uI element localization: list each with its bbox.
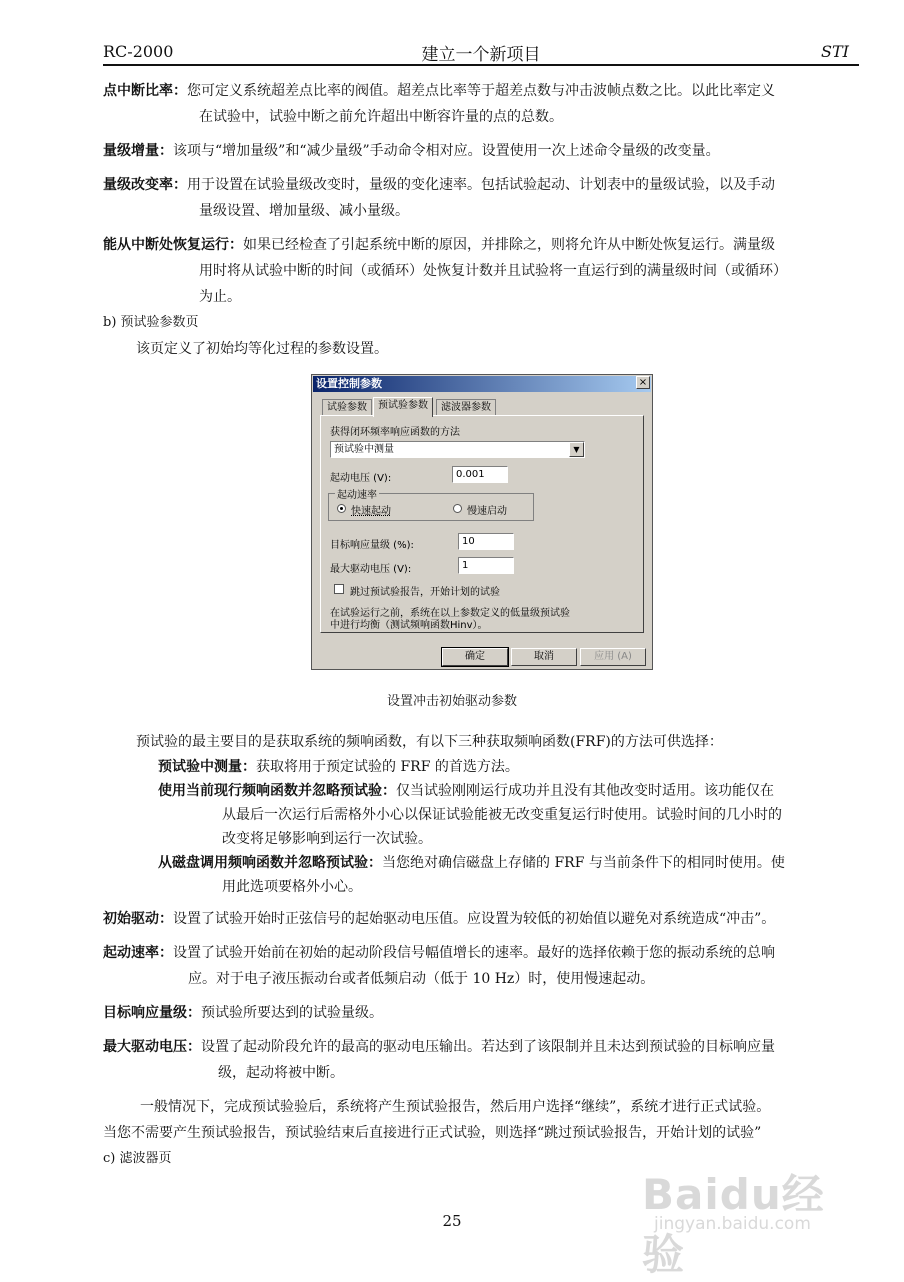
start-rate-group (328, 490, 534, 521)
method-select-value: 预试验中测量 (334, 444, 394, 455)
para-text: 获取将用于预定试验的 FRF 的首选方法。 (256, 759, 519, 775)
slow-start-radio[interactable] (453, 504, 462, 513)
para-text: 为止。 (199, 289, 241, 305)
para-level-change-rate (103, 176, 775, 194)
para-text: 在试验中，试验中断之前允许超出中断容许量的点的总数。 (199, 109, 563, 125)
watermark-logo: Baidu经验 (642, 1170, 825, 1279)
para-text: 当您绝对确信磁盘上存储的 FRF 与当前条件下的相同时使用。使 (382, 855, 785, 871)
header-brand: STI (821, 42, 849, 61)
max-drive-voltage (103, 1038, 775, 1056)
max-drive-input[interactable]: 1 (458, 557, 514, 574)
header-title: 建立一个新项目 (421, 45, 541, 65)
target-response-level (103, 1004, 383, 1022)
header-product: RC-2000 (103, 42, 174, 61)
term-label: 从磁盘调用频响函数并忽略预试验： (158, 855, 382, 871)
term-label: 点中断比率： (103, 83, 187, 99)
term-label: 目标响应量级： (103, 1005, 201, 1021)
start-voltage-label: 起动电压 (V): (330, 473, 392, 484)
term-label: 起动速率： (103, 945, 173, 961)
start-rate (103, 944, 775, 962)
para-text: 设置了试验开始前在初始的起动阶段信号幅值增长的速率。最好的选择依赖于您的振动系统的总响 (173, 945, 775, 961)
para-text: 用此选项要格外小心。 (222, 879, 362, 895)
apply-button[interactable]: 应用 (A) (580, 648, 646, 666)
section-b-desc: 该页定义了初始均等化过程的参数设置。 (136, 341, 388, 357)
tab-filter-params[interactable]: 滤波器参数 (436, 399, 496, 416)
cancel-button[interactable]: 取消 (511, 648, 577, 666)
max-drive-label: 最大驱动电压 (V): (330, 564, 412, 575)
chevron-down-icon[interactable]: ▼ (569, 442, 584, 457)
dialog-note-line2: 中进行均衡（测试频响函数Hinv）。 (330, 620, 488, 631)
ok-button[interactable]: 确定 (442, 648, 508, 666)
para-point-abort-ratio (103, 82, 775, 100)
tab-pretest-params[interactable]: 预试验参数 (373, 397, 433, 417)
section-c-heading: c) 滤波器页 (103, 1151, 172, 1166)
para-text: 用于设置在试验量级改变时，量级的变化速率。包括试验起动、计划表中的量级试验，以及手动 (187, 177, 775, 193)
dialog-note-line1: 在试验运行之前，系统在以上参数定义的低量级预试验 (330, 608, 570, 619)
method-disk-frf (158, 854, 785, 872)
fast-start-radio[interactable] (337, 504, 346, 513)
para-text: 应。对于电子液压振动台或者低频启动（低于 10 Hz）时，使用慢速起动。 (188, 971, 655, 987)
term-label: 初始驱动： (103, 911, 173, 927)
term-label: 最大驱动电压： (103, 1039, 201, 1055)
para-text: 用时将从试验中断的时间（或循环）处恢复计数并且试验将一直运行到的满量级时间（或循环） (199, 263, 787, 279)
slow-start-label[interactable]: 慢速启动 (467, 506, 507, 517)
method-measure (158, 758, 519, 776)
fast-start-label[interactable]: 快速起动 (351, 506, 391, 517)
section-b-heading: b) 预试验参数页 (103, 315, 199, 330)
figure-caption: 设置冲击初始驱动参数 (386, 694, 517, 709)
skip-report-checkbox[interactable] (334, 584, 344, 594)
para-text: 改变将足够影响到运行一次试验。 (222, 831, 432, 847)
control-params-dialog (311, 374, 653, 670)
close-icon[interactable]: × (636, 376, 650, 389)
method-label: 获得闭环频率响应函数的方法 (330, 427, 460, 438)
para-text: 量级设置、增加量级、减小量级。 (199, 203, 409, 219)
general-note-line2: 当您不需要产生预试验报告，预试验结束后直接进行正式试验，则选择“跳过预试验报告，开始计划的试验” (103, 1125, 762, 1141)
method-select[interactable] (330, 441, 585, 458)
initial-drive (103, 910, 775, 928)
target-level-input[interactable]: 10 (458, 533, 514, 550)
para-text: 预试验所要达到的试验量级。 (201, 1005, 383, 1021)
para-text: 您可定义系统超差点比率的阀值。超差点比率等于超差点数与冲击波帧点数之比。以此比率定义 (187, 83, 775, 99)
para-text: 设置了起动阶段允许的最高的驱动电压输出。若达到了该限制并且未达到预试验的目标响应量 (201, 1039, 775, 1055)
dialog-title: 设置控制参数 (313, 376, 651, 392)
para-text: 级，起动将被中断。 (218, 1065, 344, 1081)
pretest-intro: 预试验的最主要目的是获取系统的频响函数，有以下三种获取频响函数(FRF)的方法可供选择： (136, 734, 723, 750)
skip-report-label[interactable]: 跳过预试验报告，开始计划的试验 (350, 587, 500, 598)
tab-test-params[interactable]: 试验参数 (322, 399, 372, 416)
para-level-increment (103, 142, 720, 160)
para-text: 从最后一次运行后需格外小心以保证试验能被无改变重复运行时使用。试验时间的几小时的 (222, 807, 782, 823)
term-label: 量级改变率： (103, 177, 187, 193)
para-text: 该项与“增加量级”和“减少量级”手动命令相对应。设置使用一次上述命令量级的改变量。 (173, 143, 720, 159)
page-number: 25 (442, 1212, 462, 1230)
watermark-url: jingyan.baidu.com (654, 1214, 811, 1234)
term-label: 量级增量： (103, 143, 173, 159)
para-text: 如果已经检查了引起系统中断的原因，并排除之，则将允许从中断处恢复运行。满量级 (243, 237, 775, 253)
para-text: 仅当试验刚刚运行成功并且没有其他改变时适用。该功能仅在 (396, 783, 774, 799)
method-current-frf (158, 782, 774, 800)
target-level-label: 目标响应量级 (%): (330, 540, 414, 551)
start-rate-group-label: 起动速率 (335, 486, 379, 501)
para-text: 设置了试验开始时正弦信号的起始驱动电压值。应设置为较低的初始值以避免对系统造成“冲击”。 (173, 911, 776, 927)
term-label: 使用当前现行频响函数并忽略预试验： (158, 783, 396, 799)
page-header (103, 40, 859, 66)
para-resume (103, 236, 775, 254)
start-voltage-input[interactable]: 0.001 (452, 466, 508, 483)
term-label: 预试验中测量： (158, 759, 256, 775)
term-label: 能从中断处恢复运行： (103, 237, 243, 253)
general-note-line1: 一般情况下，完成预试验验后，系统将产生预试验报告，然后用户选择“继续”，系统才进行正式试验。 (140, 1099, 771, 1115)
